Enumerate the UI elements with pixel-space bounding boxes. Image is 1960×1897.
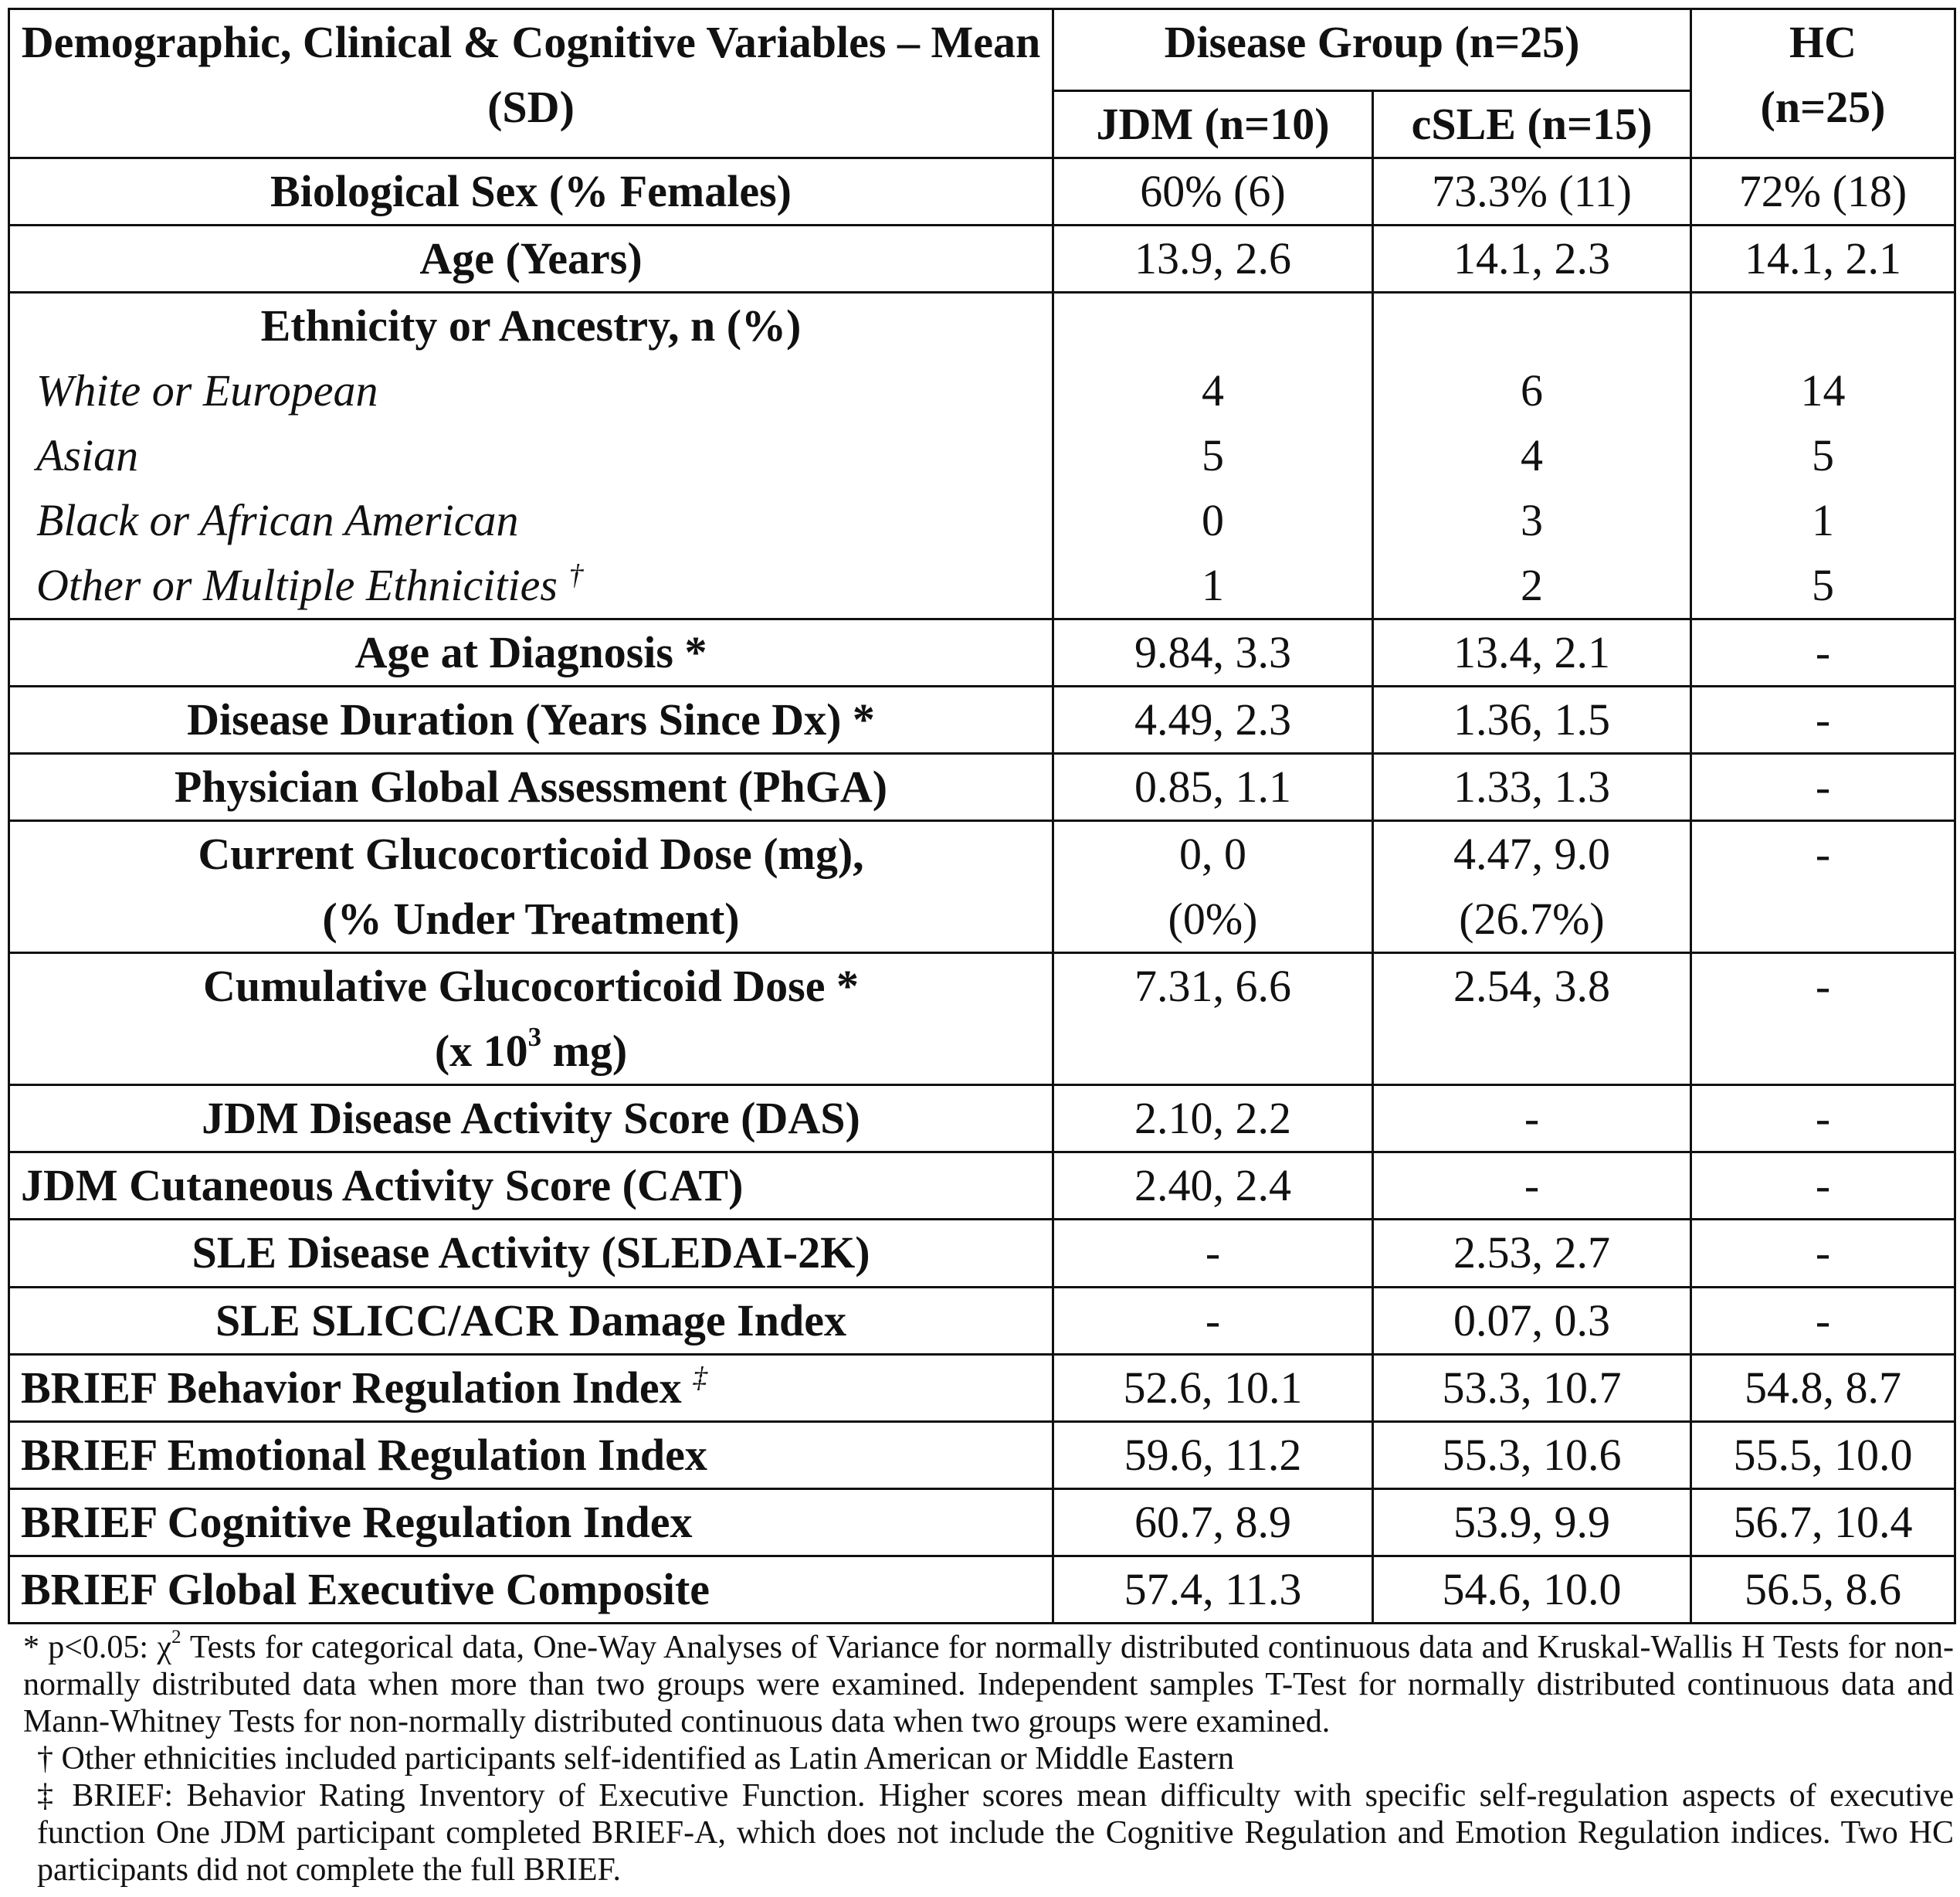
cell-jdm: - — [1053, 1220, 1373, 1288]
cell-hc: - — [1691, 687, 1955, 754]
row-das — [9, 1085, 1955, 1152]
ethnicity-heading: Ethnicity or Ancestry, n (%) — [260, 300, 802, 351]
cell-csle — [1373, 293, 1691, 619]
demographics-table — [8, 8, 1956, 1624]
header-row — [9, 9, 1955, 91]
row-cum-gc — [9, 953, 1955, 1085]
row-age — [9, 226, 1955, 293]
cell-csle: 4.47, 9.0 (26.7%) — [1373, 821, 1691, 953]
header-csle: cSLE (n=15) — [1373, 91, 1691, 158]
ethnicity-other-label: Other or Multiple Ethnicities — [36, 560, 558, 610]
cell-hc: - — [1691, 953, 1955, 1085]
ethnicity-item: White or European — [36, 365, 378, 416]
row-sledai — [9, 1220, 1955, 1288]
cell-csle: 13.4, 2.1 — [1373, 619, 1691, 687]
row-label: BRIEF Global Executive Composite — [9, 1556, 1053, 1624]
cell-jdm: 13.9, 2.6 — [1053, 226, 1373, 293]
cell-csle: 54.6, 10.0 — [1373, 1556, 1691, 1624]
header-disease-group: Disease Group (n=25) — [1053, 9, 1691, 91]
cell-hc: - — [1691, 821, 1955, 953]
cell-hc: 56.5, 8.6 — [1691, 1556, 1955, 1624]
row-label: Biological Sex (% Females) — [9, 158, 1053, 226]
cell-hc: - — [1691, 754, 1955, 821]
table-footnotes — [8, 1629, 1954, 1889]
value: 0 — [1202, 495, 1224, 545]
cell-jdm: 0, 0 (0%) — [1053, 821, 1373, 953]
cell-csle: 53.9, 9.9 — [1373, 1489, 1691, 1556]
cell-csle: 2.53, 2.7 — [1373, 1220, 1691, 1288]
row-cat — [9, 1152, 1955, 1220]
cell-jdm: 52.6, 10.1 — [1053, 1355, 1373, 1422]
row-label: Physician Global Assessment (PhGA) — [9, 754, 1053, 821]
row-label: SLE Disease Activity (SLEDAI-2K) — [9, 1220, 1053, 1288]
value: 6 — [1521, 365, 1543, 416]
ethnicity-item-other — [21, 553, 1041, 618]
row-label: Cumulative Glucocorticoid Dose * (x $10^3$ mg) — [9, 953, 1053, 1085]
footnote-significance: * p<0.05: $\chi^2$ Tests for categorical data, One-Way Analyses of Variance for normally distributed continuous data and Kruskal-Wallis H Tests for non-normally distributed data when more than two groups were examined. Independent samples T-Test for normally distributed continuous data and Mann-Whitney Tests for non-normally distributed continuous data when two groups were examined. — [23, 1627, 1954, 1739]
cell-csle: 55.3, 10.6 — [1373, 1422, 1691, 1489]
row-label: Disease Duration (Years Since Dx) * — [9, 687, 1053, 754]
cell-jdm: 0.85, 1.1 — [1053, 754, 1373, 821]
cell-hc: - — [1691, 1288, 1955, 1355]
row-label: JDM Disease Activity Score (DAS) — [9, 1085, 1053, 1152]
cell-jdm: 57.4, 11.3 — [1053, 1556, 1373, 1624]
cell-jdm: 7.31, 6.6 — [1053, 953, 1373, 1085]
row-label: Current Glucocorticoid Dose (mg), (% Under Treatment) — [9, 821, 1053, 953]
value: 14 — [1800, 365, 1846, 416]
row-ethnicity — [9, 293, 1955, 619]
cell-csle: 1.33, 1.3 — [1373, 754, 1691, 821]
cell-csle: 0.07, 0.3 — [1373, 1288, 1691, 1355]
cell-hc: - — [1691, 619, 1955, 687]
row-phga — [9, 754, 1955, 821]
value: 3 — [1521, 495, 1543, 545]
cell-csle: 2.54, 3.8 — [1373, 953, 1691, 1085]
cell-csle: - — [1373, 1085, 1691, 1152]
cell-jdm: 2.40, 2.4 — [1053, 1152, 1373, 1220]
row-label: Age at Diagnosis * — [9, 619, 1053, 687]
row-label: BRIEF Behavior Regulation Index ‡ — [9, 1355, 1053, 1422]
row-label: JDM Cutaneous Activity Score (CAT) — [9, 1152, 1053, 1220]
footnote-brief: ‡ BRIEF: Behavior Rating Inventory of Executive Function. Higher scores mean difficulty with specific self-regulation aspects of executive function One JDM participant completed BRIEF-A, which does not include the Cognitive Regulation and Emotion Regulation indices. Two HC participants did not complete the full BRIEF. — [37, 1778, 1954, 1888]
cell-csle: 53.3, 10.7 — [1373, 1355, 1691, 1422]
cell-jdm: 60% (6) — [1053, 158, 1373, 226]
header-hc-n: (n=25) — [1760, 82, 1886, 132]
double-dagger-mark: ‡ — [693, 1361, 707, 1394]
header-hc-label: HC — [1789, 17, 1857, 67]
row-duration — [9, 687, 1955, 754]
row-label: Age (Years) — [9, 226, 1053, 293]
cell-hc: 55.5, 10.0 — [1691, 1422, 1955, 1489]
cell-hc: - — [1691, 1085, 1955, 1152]
cell-jdm: 59.6, 11.2 — [1053, 1422, 1373, 1489]
header-hc — [1691, 9, 1955, 158]
table-figure — [8, 8, 1954, 1889]
value: 1 — [1812, 495, 1835, 545]
value: 4 — [1202, 365, 1224, 416]
row-age-diagnosis — [9, 619, 1955, 687]
row-label: SLE SLICC/ACR Damage Index — [9, 1288, 1053, 1355]
value: 2 — [1521, 560, 1543, 610]
ethnicity-item: Black or African American — [36, 495, 519, 545]
row-bri — [9, 1355, 1955, 1422]
row-eri — [9, 1422, 1955, 1489]
header-variables: Demographic, Clinical & Cognitive Variables – Mean (SD) — [9, 9, 1053, 158]
row-label: BRIEF Emotional Regulation Index — [9, 1422, 1053, 1489]
cell-jdm: 60.7, 8.9 — [1053, 1489, 1373, 1556]
row-cri — [9, 1489, 1955, 1556]
row-slicc — [9, 1288, 1955, 1355]
ethnicity-item: Asian — [36, 430, 139, 480]
cell-csle: 1.36, 1.5 — [1373, 687, 1691, 754]
cell-hc: 14.1, 2.1 — [1691, 226, 1955, 293]
cell-jdm: 4.49, 2.3 — [1053, 687, 1373, 754]
cell-jdm — [1053, 293, 1373, 619]
cell-hc: 54.8, 8.7 — [1691, 1355, 1955, 1422]
cell-csle: 14.1, 2.3 — [1373, 226, 1691, 293]
row-label: BRIEF Cognitive Regulation Index — [9, 1489, 1053, 1556]
cell-csle: 73.3% (11) — [1373, 158, 1691, 226]
value: 4 — [1521, 430, 1543, 480]
row-sex — [9, 158, 1955, 226]
cell-hc: 72% (18) — [1691, 158, 1955, 226]
cell-hc: - — [1691, 1152, 1955, 1220]
dagger-mark: † — [568, 558, 584, 592]
row-gec — [9, 1556, 1955, 1624]
value: 5 — [1812, 430, 1835, 480]
footnote-ethnicity: † Other ethnicities included participants self-identified as Latin American or Middle Eastern — [37, 1741, 1235, 1777]
value: 5 — [1202, 430, 1224, 480]
header-jdm: JDM (n=10) — [1053, 91, 1373, 158]
cell-jdm: 9.84, 3.3 — [1053, 619, 1373, 687]
cell-hc: 56.7, 10.4 — [1691, 1489, 1955, 1556]
cell-jdm: - — [1053, 1288, 1373, 1355]
row-gc-dose — [9, 821, 1955, 953]
cell-hc — [1691, 293, 1955, 619]
cell-hc: - — [1691, 1220, 1955, 1288]
value: 1 — [1202, 560, 1224, 610]
cell-jdm: 2.10, 2.2 — [1053, 1085, 1373, 1152]
ethnicity-labels — [9, 293, 1053, 619]
cell-csle: - — [1373, 1152, 1691, 1220]
value: 5 — [1812, 560, 1835, 610]
